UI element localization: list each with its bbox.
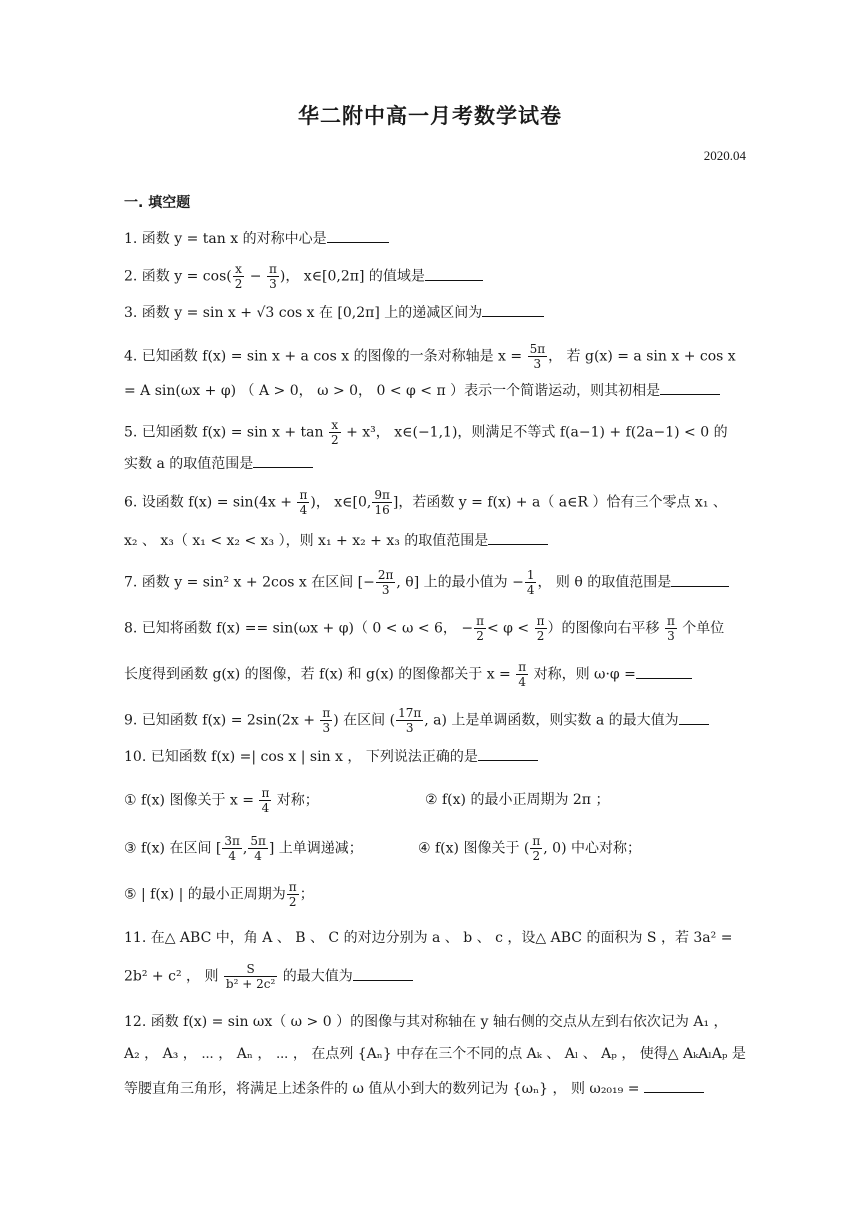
option-4: ④ f(x) 图像关于 ( $\frac{\pi}{2}$ , 0) 中心对称； bbox=[418, 834, 641, 863]
question-12-cont-2: 等腰直角三角形，将满足上述条件的 ω 值从小到大的数列记为 {ωₙ} ， 则 ω₂₀₁₉ = bbox=[124, 1078, 704, 1099]
option-1: ① f(x) 图像关于 x = $\frac{\pi}{4}$ 对称； bbox=[124, 786, 319, 815]
question-9: 9. 已知函数 f(x) = 2sin(2x + $\frac{\pi}{3}$ ) 在区间 ( $\frac{17\pi}{3}$ , a) 上是单调函数，则实数 a 的最大值为 bbox=[124, 706, 709, 735]
answer-blank[interactable] bbox=[253, 453, 313, 468]
answer-blank[interactable] bbox=[353, 966, 413, 981]
answer-blank[interactable] bbox=[327, 228, 389, 243]
section-heading: 一. 填空题 bbox=[124, 195, 191, 211]
fraction: $\frac{\pi}{4}$ bbox=[299, 488, 308, 517]
answer-blank[interactable] bbox=[482, 302, 544, 317]
question-2: 2. 函数 y = cos( $\frac{x}{2}$ − $\frac{\pi}{3}$ )， x∈[0,2π] 的值域是 bbox=[124, 262, 483, 291]
question-1: 1. 函数 y = tan x 的对称中心是 bbox=[124, 228, 389, 249]
answer-blank[interactable] bbox=[660, 380, 720, 395]
question-11-cont: 2b² + c² ， 则 $\frac{S}{\text{b² + 2c²}}$ 的最大值为 bbox=[124, 962, 413, 991]
fraction: $\frac{\pi}{2}$ bbox=[476, 614, 484, 643]
fraction: $\frac{x}{2}$ bbox=[234, 262, 243, 291]
question-6: 6. 设函数 f(x) = sin(4x + $\frac{\pi}{4}$ )， x∈[0, $\frac{9\pi}{16}$ ]，若函数 y = f(x) + a（ a∈R ）恰有三个零点 x₁ 、 bbox=[124, 488, 727, 517]
exam-date: 2020.04 bbox=[703, 148, 746, 163]
option-5: ⑤ | f(x) | 的最小正周期为 $\frac{\pi}{2}$ ； bbox=[124, 880, 314, 909]
answer-blank[interactable] bbox=[636, 664, 692, 679]
answer-blank[interactable] bbox=[488, 530, 548, 545]
fraction: $\frac{\pi}{4}$ bbox=[518, 660, 527, 689]
question-5-cont: 实数 a 的取值范围是 bbox=[124, 453, 313, 474]
question-10: 10. 已知函数 f(x) =| cos x | sin x ， 下列说法正确的是 bbox=[124, 746, 538, 767]
fraction: $\frac{1}{4}$ bbox=[526, 568, 535, 597]
question-6-cont: x₂ 、 x₃（ x₁ < x₂ < x₃ ），则 x₁ + x₂ + x₃ 的取值范围是 bbox=[124, 530, 548, 551]
fraction: $\frac{\pi}{3}$ bbox=[322, 706, 331, 735]
fraction: $\frac{\pi}{3}$ bbox=[666, 614, 675, 643]
fraction: $\frac{2\pi}{3}$ bbox=[377, 568, 394, 597]
fraction: $\frac{\pi}{2}$ bbox=[532, 834, 541, 863]
question-5: 5. 已知函数 f(x) = sin x + tan $\frac{x}{2}$ + x³， x∈(−1,1)，则满足不等式 f(a−1) + f(2a−1) < 0 的 bbox=[124, 418, 728, 447]
answer-blank[interactable] bbox=[425, 266, 483, 281]
fraction: $\frac{\pi}{3}$ bbox=[269, 262, 277, 291]
question-7: 7. 函数 y = sin² x + 2cos x 在区间 [− $\frac{2\pi}{3}$ , θ] 上的最小值为 − $\frac{1}{4}$ ， 则 θ 的取值范围是 bbox=[124, 568, 729, 597]
answer-blank[interactable] bbox=[679, 710, 709, 725]
fraction: $\frac{\pi}{4}$ bbox=[261, 786, 270, 815]
question-4-cont: = A sin(ωx + φ) （ A > 0， ω > 0， 0 < φ < π ）表示一个简谐运动，则其初相是 bbox=[124, 380, 720, 401]
fraction: $\frac{3\pi}{4}$ bbox=[224, 834, 240, 863]
question-12-cont-1: A₂ ， A₃ ， ⋯ ， Aₙ ， ⋯ ， 在点列 {Aₙ} 中存在三个不同的点 Aₖ 、 Aₗ 、 Aₚ ， 使得△ AₖAₗAₚ 是 bbox=[124, 1046, 746, 1062]
question-4: 4. 已知函数 f(x) = sin x + a cos x 的图像的一条对称轴是 x = $\frac{5\pi}{3}$ ， 若 g(x) = a sin x + cos x bbox=[124, 342, 736, 371]
question-8: 8. 已知将函数 f(x) == sin(ωx + φ)（ 0 < ω < 6， − $\frac{\pi}{2}$ < φ < $\frac{\pi}{2}$ ）的图像向右平移 $\frac{\pi}{3}$ 个单位 bbox=[124, 614, 725, 643]
option-2: ② f(x) 的最小正周期为 2π ； bbox=[425, 792, 610, 808]
fraction: $\frac{9\pi}{16}$ bbox=[374, 488, 390, 517]
question-12: 12. 函数 f(x) = sin ωx（ ω > 0 ）的图像与其对称轴在 y 轴右侧的交点从左到右依次记为 A₁ ， bbox=[124, 1014, 728, 1030]
option-3: ③ f(x) 在区间 [ $\frac{3\pi}{4}$ , $\frac{5\pi}{4}$ ] 上单调递减； bbox=[124, 834, 363, 863]
fraction: $\frac{x}{2}$ bbox=[331, 418, 339, 447]
answer-blank[interactable] bbox=[671, 572, 729, 587]
fraction: $\frac{5\pi}{4}$ bbox=[250, 834, 266, 863]
question-8-cont: 长度得到函数 g(x) 的图像，若 f(x) 和 g(x) 的图像都关于 x = $\frac{\pi}{4}$ 对称，则 ω·φ = bbox=[124, 660, 692, 689]
fraction: $\frac{5\pi}{3}$ bbox=[529, 342, 546, 371]
question-11: 11. 在△ ABC 中，角 A 、 B 、 C 的对边分别为 a 、 b 、 c ，设△ ABC 的面积为 S ，若 3a² = bbox=[124, 930, 733, 946]
question-3: 3. 函数 y = sin x + √3 cos x 在 [0,2π] 上的递减区间为 bbox=[124, 302, 544, 323]
page-title: 华二附中高一月考数学试卷 bbox=[298, 104, 562, 128]
fraction: $\frac{17\pi}{3}$ bbox=[398, 706, 422, 735]
answer-blank[interactable] bbox=[644, 1078, 704, 1093]
fraction: $\frac{\pi}{2}$ bbox=[288, 880, 297, 909]
answer-blank[interactable] bbox=[478, 746, 538, 761]
fraction: $\frac{\pi}{2}$ bbox=[536, 614, 545, 643]
fraction: $\frac{S}{\text{b² + 2c²}}$ bbox=[225, 962, 276, 991]
